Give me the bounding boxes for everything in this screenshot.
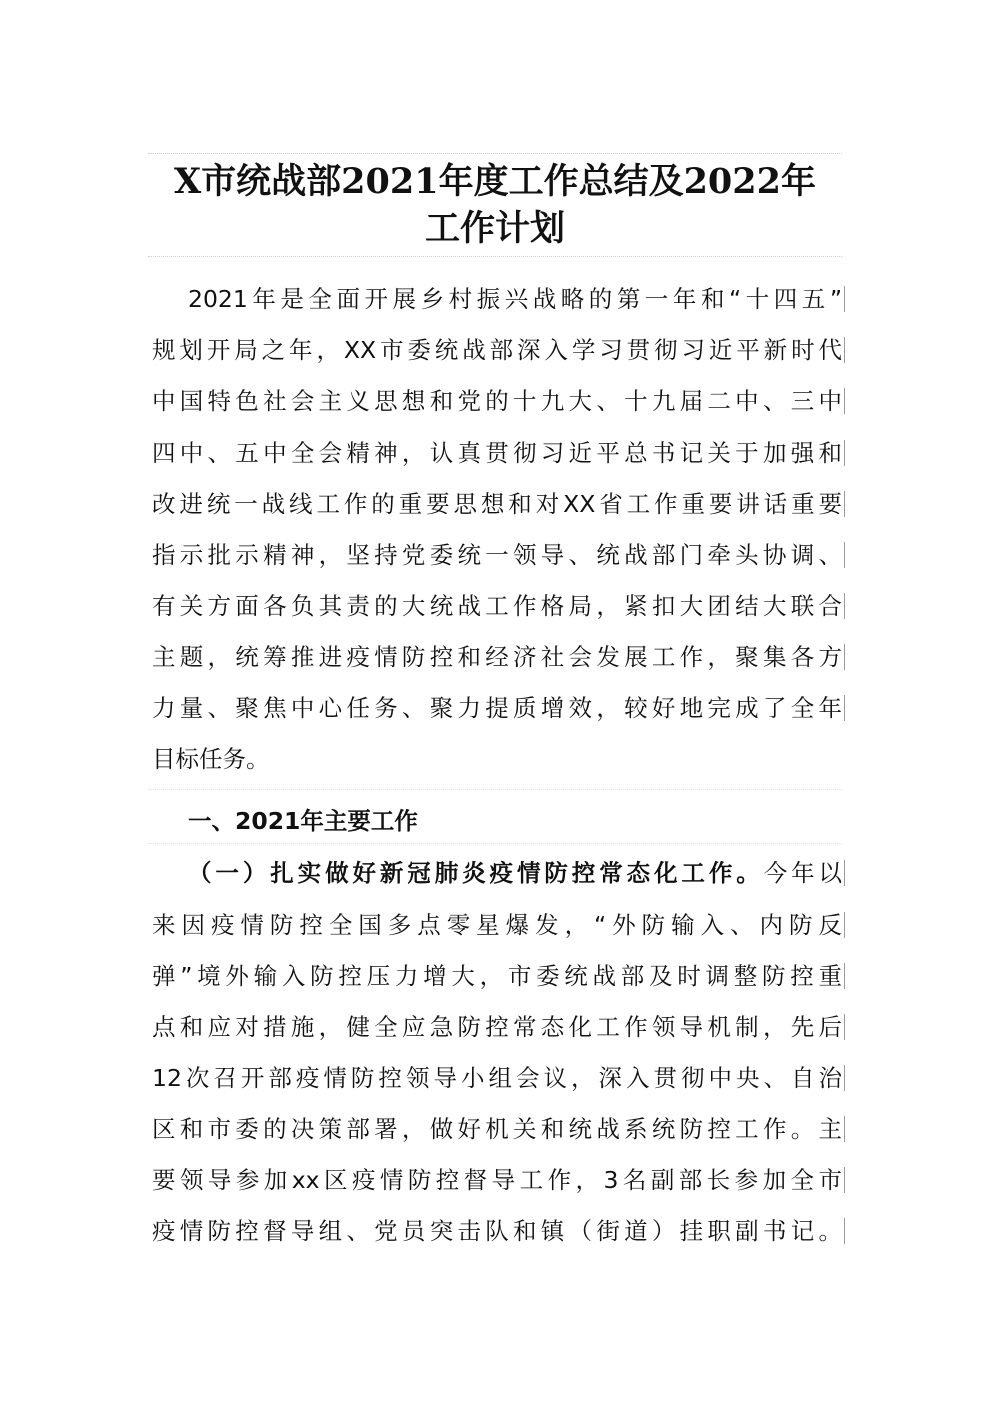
intro-line: 改进统一战线工作的重要思想和对XX省工作重要讲话重要 xyxy=(152,490,842,518)
body-line: 12次召开部疫情防控领导小组会议，深入贯彻中央、自治 xyxy=(152,1064,842,1092)
intro-line: 规划开局之年，XX市委统战部深入学习贯彻习近平新时代 xyxy=(152,336,842,364)
section-heading: 一、2021年主要工作 xyxy=(188,807,418,835)
margin-marker xyxy=(844,440,845,466)
margin-marker xyxy=(844,912,845,938)
intro-line: 主题，统筹推进疫情防控和经济社会发展工作，聚集各方 xyxy=(152,643,842,671)
paragraph-divider xyxy=(148,789,842,790)
body-line: 来因疫情防控全国多点零星爆发，“外防输入、内防反 xyxy=(152,911,842,939)
margin-marker xyxy=(844,593,845,619)
margin-marker xyxy=(844,286,845,312)
subsection-lead-rest: 今年以 xyxy=(763,859,843,887)
title-divider xyxy=(148,256,842,257)
body-line: 要领导参加xx区疫情防控督导工作，3名副部长参加全市 xyxy=(152,1166,842,1194)
margin-marker xyxy=(844,1014,845,1040)
header-divider xyxy=(148,153,842,154)
intro-line: 中国特色社会主义思想和党的十九大、十九届二中、三中 xyxy=(152,387,842,415)
paragraph-divider xyxy=(148,843,842,844)
margin-marker xyxy=(844,337,845,363)
body-line: 疫情防控督导组、党员突击队和镇（街道）挂职副书记。 xyxy=(152,1217,842,1245)
margin-marker xyxy=(844,388,845,414)
intro-line: 目标任务。 xyxy=(152,745,270,773)
document-title xyxy=(148,158,842,252)
margin-marker xyxy=(844,695,845,721)
title-line-2: 工作计划 xyxy=(424,208,565,249)
margin-marker xyxy=(844,491,845,517)
margin-marker xyxy=(844,963,845,989)
intro-line: 四中、五中全会精神，认真贯彻习近平总书记关于加强和 xyxy=(152,439,842,467)
intro-line: 2021年是全面开展乡村振兴战略的第一年和“十四五” xyxy=(188,285,842,313)
margin-marker xyxy=(844,542,845,568)
intro-line: 力量、聚焦中心任务、聚力提质增效，较好地完成了全年 xyxy=(152,694,842,722)
intro-line: 指示批示精神，坚持党委统一领导、统战部门牵头协调、 xyxy=(152,541,842,569)
margin-marker xyxy=(844,1116,845,1142)
body-line: 弹”境外输入防控压力增大，市委统战部及时调整防控重 xyxy=(152,962,842,990)
body-line: 点和应对措施，健全应急防控常态化工作领导机制，先后 xyxy=(152,1013,842,1041)
margin-marker xyxy=(844,1218,845,1244)
intro-line: 有关方面各负其责的大统战工作格局，紧扣大团结大联合 xyxy=(152,592,842,620)
margin-marker xyxy=(844,1065,845,1091)
title-line-1: X市统战部2021年度工作总结及2022年 xyxy=(174,161,816,202)
body-line: 区和市委的决策部署，做好机关和统战系统防控工作。主 xyxy=(152,1115,842,1143)
subsection-lead: （一）扎实做好新冠肺炎疫情防控常态化工作。 xyxy=(188,859,764,887)
subsection-first-line xyxy=(188,853,842,893)
margin-marker xyxy=(844,1167,845,1193)
margin-marker xyxy=(844,644,845,670)
margin-marker xyxy=(844,860,845,886)
